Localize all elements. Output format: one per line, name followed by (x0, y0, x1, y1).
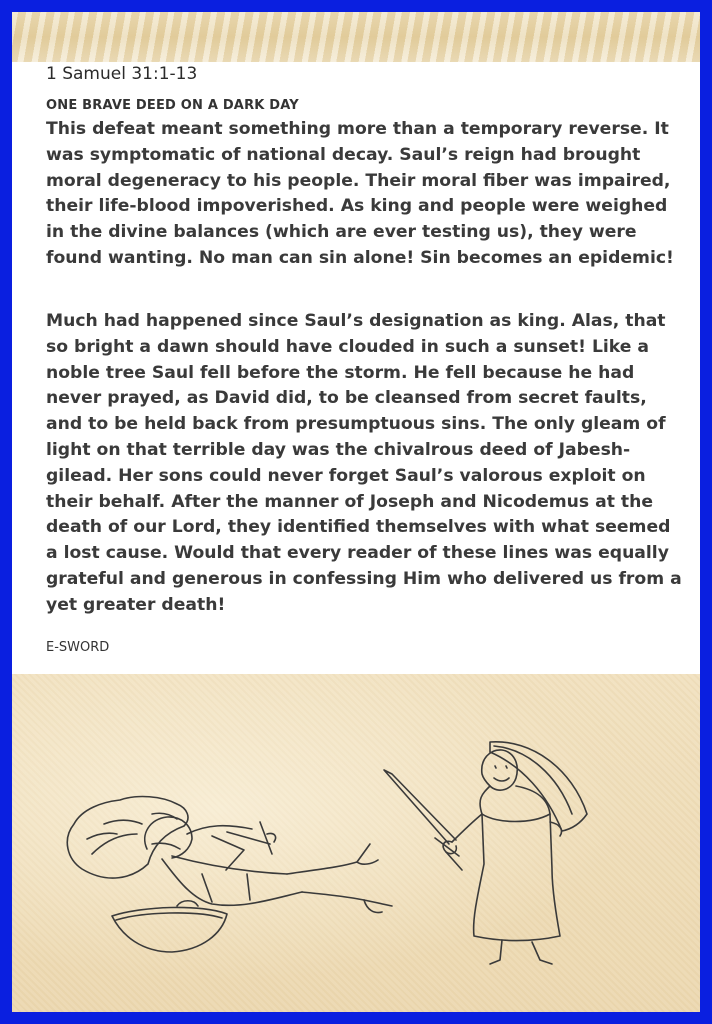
shield-on-ground-sketch (112, 901, 227, 952)
bush-sketch (67, 797, 188, 879)
standing-soldier-sketch (384, 742, 587, 964)
illustration-panel (12, 674, 700, 1012)
source-attribution: E-SWORD (46, 640, 110, 655)
fallen-warrior-sketch (145, 817, 392, 913)
parchment-banner-top (12, 12, 700, 62)
page-frame (12, 12, 700, 1012)
devotional-text-panel (12, 62, 700, 674)
sketch-illustration (12, 674, 700, 1012)
paragraph-2: Much had happened since Saul’s designation as king. Alas, that so bright a dawn should have clouded in such a sunset! Like a noble tree Saul fell before the storm. He fell because he had never prayed, as David did, to be cleansed from secret faults, and to be held back from presumptuous sins. The only gleam of light on that terrible day was the chivalrous deed of Jabesh-gilead. Her sons could never forget Saul’s valorous exploit on their behalf. After the manner of Joseph and Nicodemus at the death of our Lord, they identified themselves with what seemed a lost cause. Would that every reader of these lines was equally grateful and generous in confessing Him who delivered us from a yet greater death! (46, 311, 682, 615)
paragraph-1: This defeat meant something more than a temporary reverse. It was symptomatic of national decay. Saul’s reign had brought moral degeneracy to his people. Their moral fiber was impaired, their life-blood impoverished. As king and people were weighed in the divine balances (which are ever testing us), they were found wanting. No man can sin alone! Sin becomes an epidemic! (46, 119, 674, 268)
scripture-reference: 1 Samuel 31:1-13 (46, 64, 198, 84)
devotional-heading: ONE BRAVE DEED ON A DARK DAY (46, 98, 299, 113)
